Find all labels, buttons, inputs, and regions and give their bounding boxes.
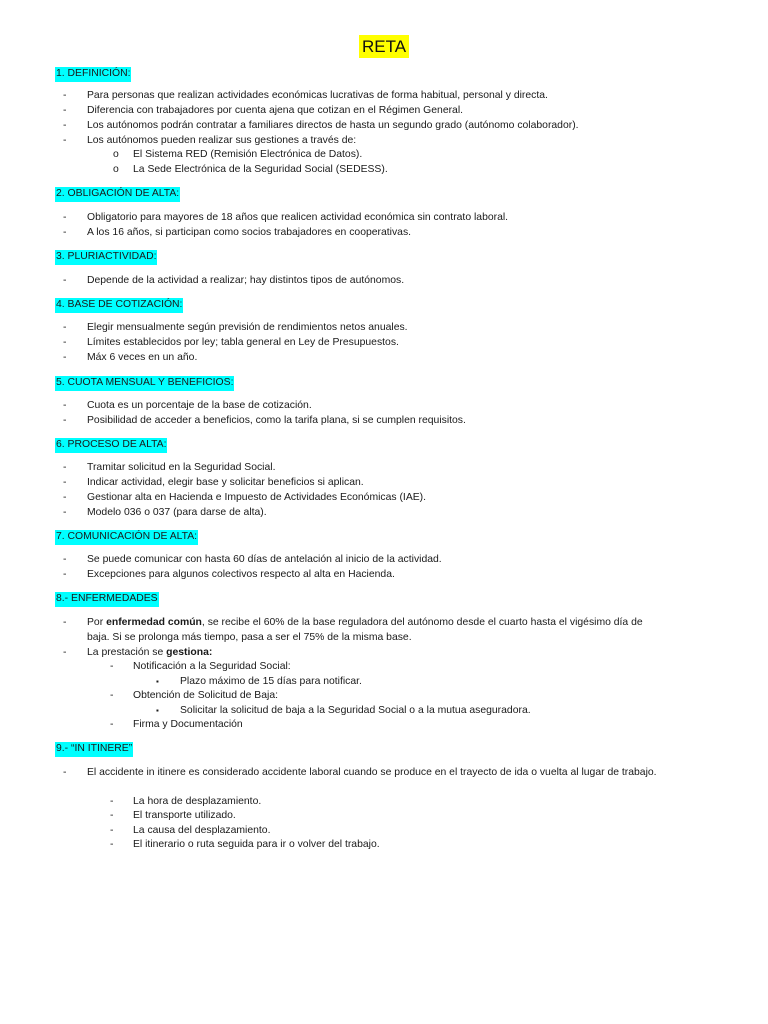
list-item: Máx 6 veces en un año. xyxy=(87,352,198,363)
bullet-dash: - xyxy=(63,227,67,238)
bullet-dash: - xyxy=(63,617,67,628)
bullet-dash: - xyxy=(110,661,114,672)
bullet-dash: - xyxy=(63,415,67,426)
bullet-dash: - xyxy=(110,796,114,807)
bullet-square: ▪ xyxy=(156,706,159,715)
bullet-circle: o xyxy=(113,149,119,160)
bullet-dash: - xyxy=(110,719,114,730)
bullet-dash: - xyxy=(63,212,67,223)
list-item: Límites establecidos por ley; tabla general en Ley de Presupuestos. xyxy=(87,337,399,348)
sub-list-item: La Sede Electrónica de la Seguridad Social (SEDESS). xyxy=(133,164,388,175)
list-item: Elegir mensualmente según previsión de rendimientos netos anuales. xyxy=(87,322,408,333)
section-heading: 4. BASE DE COTIZACIÓN: xyxy=(55,298,183,313)
sub-list-item: Notificación a la Seguridad Social: xyxy=(133,661,291,672)
list-item: Excepciones para algunos colectivos respecto al alta en Hacienda. xyxy=(87,569,395,580)
bullet-dash: - xyxy=(110,825,114,836)
section-heading: 2. OBLIGACIÓN DE ALTA: xyxy=(55,187,180,202)
bullet-dash: - xyxy=(63,275,67,286)
bullet-dash: - xyxy=(63,337,67,348)
detail-item: Plazo máximo de 15 días para notificar. xyxy=(180,676,362,687)
bullet-dash: - xyxy=(110,690,114,701)
bullet-dash: - xyxy=(63,352,67,363)
list-item: Obligatorio para mayores de 18 años que realicen actividad económica sin contrato laboral. xyxy=(87,212,509,223)
detail-item: Solicitar la solicitud de baja a la Seguridad Social o a la mutua aseguradora. xyxy=(180,705,531,716)
section-heading: 6. PROCESO DE ALTA: xyxy=(55,438,167,453)
list-item: A los 16 años, si participan como socios trabajadores en cooperativas. xyxy=(87,227,412,238)
list-item: Modelo 036 o 037 (para darse de alta). xyxy=(87,507,267,518)
list-item: Los autónomos podrán contratar a familiares directos de hasta un segundo grado (autónomo colaborador). xyxy=(87,120,579,131)
bullet-dash: - xyxy=(63,767,67,778)
bullet-dash: - xyxy=(110,810,114,821)
bullet-dash: - xyxy=(63,507,67,518)
bullet-dash: - xyxy=(63,477,67,488)
bullet-dash: - xyxy=(110,839,114,850)
bullet-dash: - xyxy=(63,322,67,333)
list-item: El accidente in itinere es considerado accidente laboral cuando se produce en el trayecto de ida o vuelta al lugar de trabajo. xyxy=(87,767,657,778)
list-item xyxy=(87,646,212,661)
bullet-dash: - xyxy=(63,120,67,131)
text-run: La prestación se xyxy=(87,647,167,658)
list-item: Tramitar solicitud en la Seguridad Social. xyxy=(87,462,276,473)
list-item: Cuota es un porcentaje de la base de cotización. xyxy=(87,400,312,411)
list-item: Indicar actividad, elegir base y solicitar beneficios si aplican. xyxy=(87,477,364,488)
section-heading: 9.- “IN ITINERE” xyxy=(55,742,133,757)
bullet-dash: - xyxy=(63,462,67,473)
sub-list-item: La hora de desplazamiento. xyxy=(133,796,262,807)
section-heading: 3. PLURIACTIVIDAD: xyxy=(55,250,157,265)
list-item: Los autónomos pueden realizar sus gestiones a través de: xyxy=(87,135,357,146)
bullet-dash: - xyxy=(63,492,67,503)
page-title: RETA xyxy=(359,35,409,58)
bullet-dash: - xyxy=(63,105,67,116)
sub-list-item: La causa del desplazamiento. xyxy=(133,825,271,836)
bullet-dash: - xyxy=(63,400,67,411)
sub-list-item: Firma y Documentación xyxy=(133,719,243,730)
sub-list-item: El transporte utilizado. xyxy=(133,810,236,821)
bullet-dash: - xyxy=(63,554,67,565)
section-heading: 5. CUOTA MENSUAL Y BENEFICIOS: xyxy=(55,376,234,391)
section-heading: 7. COMUNICACIÓN DE ALTA: xyxy=(55,530,198,545)
list-item: Gestionar alta en Hacienda e Impuesto de Actividades Económicas (IAE). xyxy=(87,492,427,503)
sub-list-item: El Sistema RED (Remisión Electrónica de Datos). xyxy=(133,149,363,160)
bullet-dash: - xyxy=(63,90,67,101)
bullet-dash: - xyxy=(63,135,67,146)
bullet-dash: - xyxy=(63,569,67,580)
text-run: , se recibe el 60% de la base reguladora del autónomo desde el cuarto hasta el vigésimo día de baja. Si se prolonga más tiempo, pasa a ser el 75% de la misma base. xyxy=(87,617,643,643)
bold-term: gestiona: xyxy=(166,647,213,658)
bullet-square: ▪ xyxy=(156,677,159,686)
section-heading: 1. DEFINICIÓN: xyxy=(55,67,131,82)
bullet-dash: - xyxy=(63,647,67,658)
bullet-circle: o xyxy=(113,164,119,175)
text-run: Por xyxy=(87,617,107,628)
section-heading: 8.- ENFERMEDADES xyxy=(55,592,159,607)
sub-list-item: Obtención de Solicitud de Baja: xyxy=(133,690,278,701)
title-container xyxy=(0,35,768,58)
list-item xyxy=(87,616,667,645)
bold-term: enfermedad común xyxy=(106,617,202,628)
list-item: Para personas que realizan actividades económicas lucrativas de forma habitual, personal y directa. xyxy=(87,90,548,101)
list-item: Posibilidad de acceder a beneficios, como la tarifa plana, si se cumplen requisitos. xyxy=(87,415,466,426)
list-item: Se puede comunicar con hasta 60 días de antelación al inicio de la actividad. xyxy=(87,554,442,565)
sub-list-item: El itinerario o ruta seguida para ir o volver del trabajo. xyxy=(133,839,380,850)
list-item: Depende de la actividad a realizar; hay distintos tipos de autónomos. xyxy=(87,275,405,286)
list-item: Diferencia con trabajadores por cuenta ajena que cotizan en el Régimen General. xyxy=(87,105,464,116)
